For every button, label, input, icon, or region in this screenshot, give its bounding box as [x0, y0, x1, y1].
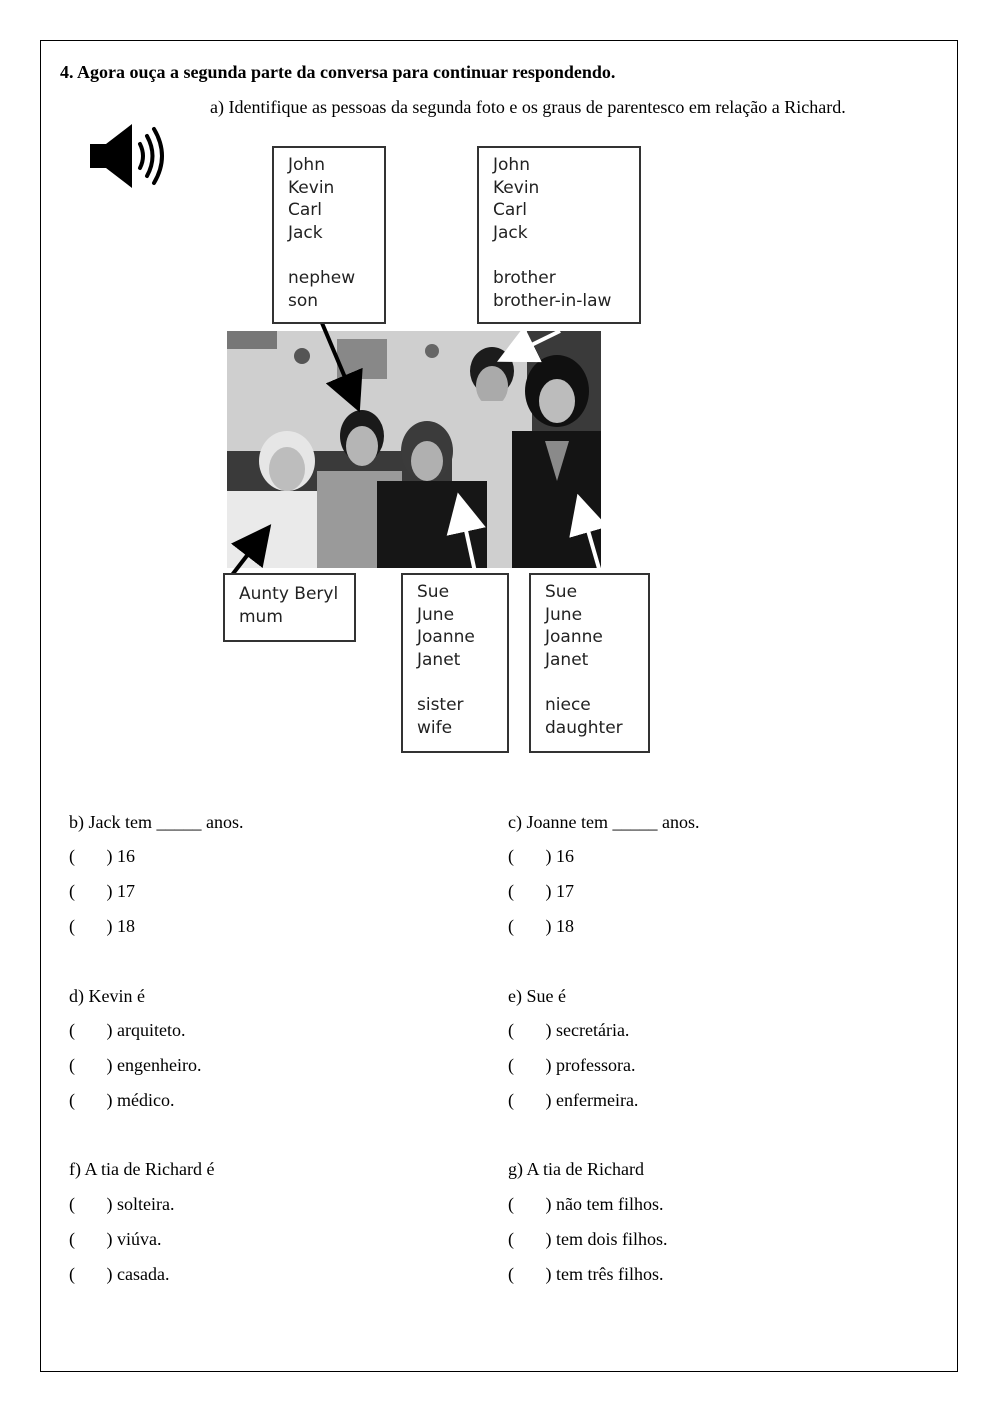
label-box-nephew-son[interactable] — [272, 146, 386, 324]
option-d-1[interactable]: ( ) arquiteto. — [69, 1020, 186, 1040]
option-f-3[interactable]: ( ) casada. — [69, 1264, 170, 1284]
option-g-2[interactable]: ( ) tem dois filhos. — [508, 1229, 668, 1249]
exercise-instruction: a) Identifique as pessoas da segunda foto e os graus de parentesco em relação a Richard. — [210, 97, 846, 117]
label-name: Sue — [545, 582, 578, 602]
option-c-2[interactable]: ( ) 17 — [508, 881, 574, 901]
option-e-3[interactable]: ( ) enfermeira. — [508, 1090, 639, 1110]
label-relation: daughter — [545, 718, 623, 739]
speaker-icon[interactable] — [88, 122, 172, 190]
option-f-1[interactable]: ( ) solteira. — [69, 1194, 175, 1214]
label-relation: niece — [545, 695, 591, 716]
option-e-2[interactable]: ( ) professora. — [508, 1055, 636, 1075]
question-d: d) Kevin é — [69, 986, 145, 1006]
question-e: e) Sue é — [508, 986, 566, 1006]
label-name: Carl — [493, 200, 527, 221]
label-relation: brother-in-law — [493, 291, 612, 312]
label-box-niece-daughter[interactable] — [529, 573, 650, 753]
option-d-2[interactable]: ( ) engenheiro. — [69, 1055, 202, 1075]
label-name: June — [417, 604, 455, 625]
option-b-3[interactable]: ( ) 18 — [69, 916, 135, 936]
question-c: c) Joanne tem _____ anos. — [508, 812, 700, 832]
label-name: Janet — [417, 650, 461, 671]
option-c-1[interactable]: ( ) 16 — [508, 846, 574, 866]
option-g-3[interactable]: ( ) tem três filhos. — [508, 1264, 664, 1284]
label-box-sister-wife[interactable] — [401, 573, 509, 753]
family-photo — [227, 331, 601, 568]
label-relation: nephew — [288, 268, 356, 289]
label-name: John — [288, 155, 325, 175]
question-b: b) Jack tem _____ anos. — [69, 812, 244, 832]
label-box-aunty[interactable] — [223, 573, 356, 642]
option-d-3[interactable]: ( ) médico. — [69, 1090, 175, 1110]
label-name: Janet — [545, 650, 589, 671]
label-name: Jack — [493, 223, 528, 244]
label-name: Jack — [288, 223, 323, 244]
label-name: Carl — [288, 200, 322, 221]
label-relation: sister — [417, 695, 464, 716]
label-relation: son — [288, 291, 319, 312]
label-name: Joanne — [545, 627, 603, 648]
option-b-1[interactable]: ( ) 16 — [69, 846, 135, 866]
label-relation: wife — [417, 718, 453, 739]
label-name: Aunty Beryl — [239, 584, 339, 604]
option-g-1[interactable]: ( ) não tem filhos. — [508, 1194, 664, 1214]
label-name: Sue — [417, 582, 450, 602]
option-c-3[interactable]: ( ) 18 — [508, 916, 574, 936]
label-relation: brother — [493, 268, 556, 289]
option-b-2[interactable]: ( ) 17 — [69, 881, 135, 901]
label-box-brother[interactable] — [477, 146, 641, 324]
label-name: Kevin — [493, 177, 540, 198]
option-f-2[interactable]: ( ) viúva. — [69, 1229, 162, 1249]
question-f: f) A tia de Richard é — [69, 1159, 215, 1179]
label-relation: mum — [239, 606, 283, 627]
exercise-title: 4. Agora ouça a segunda parte da conversa para continuar respondendo. — [60, 62, 616, 82]
question-g: g) A tia de Richard — [508, 1159, 644, 1179]
label-name: John — [493, 155, 530, 175]
label-name: Kevin — [288, 177, 335, 198]
option-e-1[interactable]: ( ) secretária. — [508, 1020, 630, 1040]
label-name: Joanne — [417, 627, 475, 648]
label-name: June — [545, 604, 583, 625]
